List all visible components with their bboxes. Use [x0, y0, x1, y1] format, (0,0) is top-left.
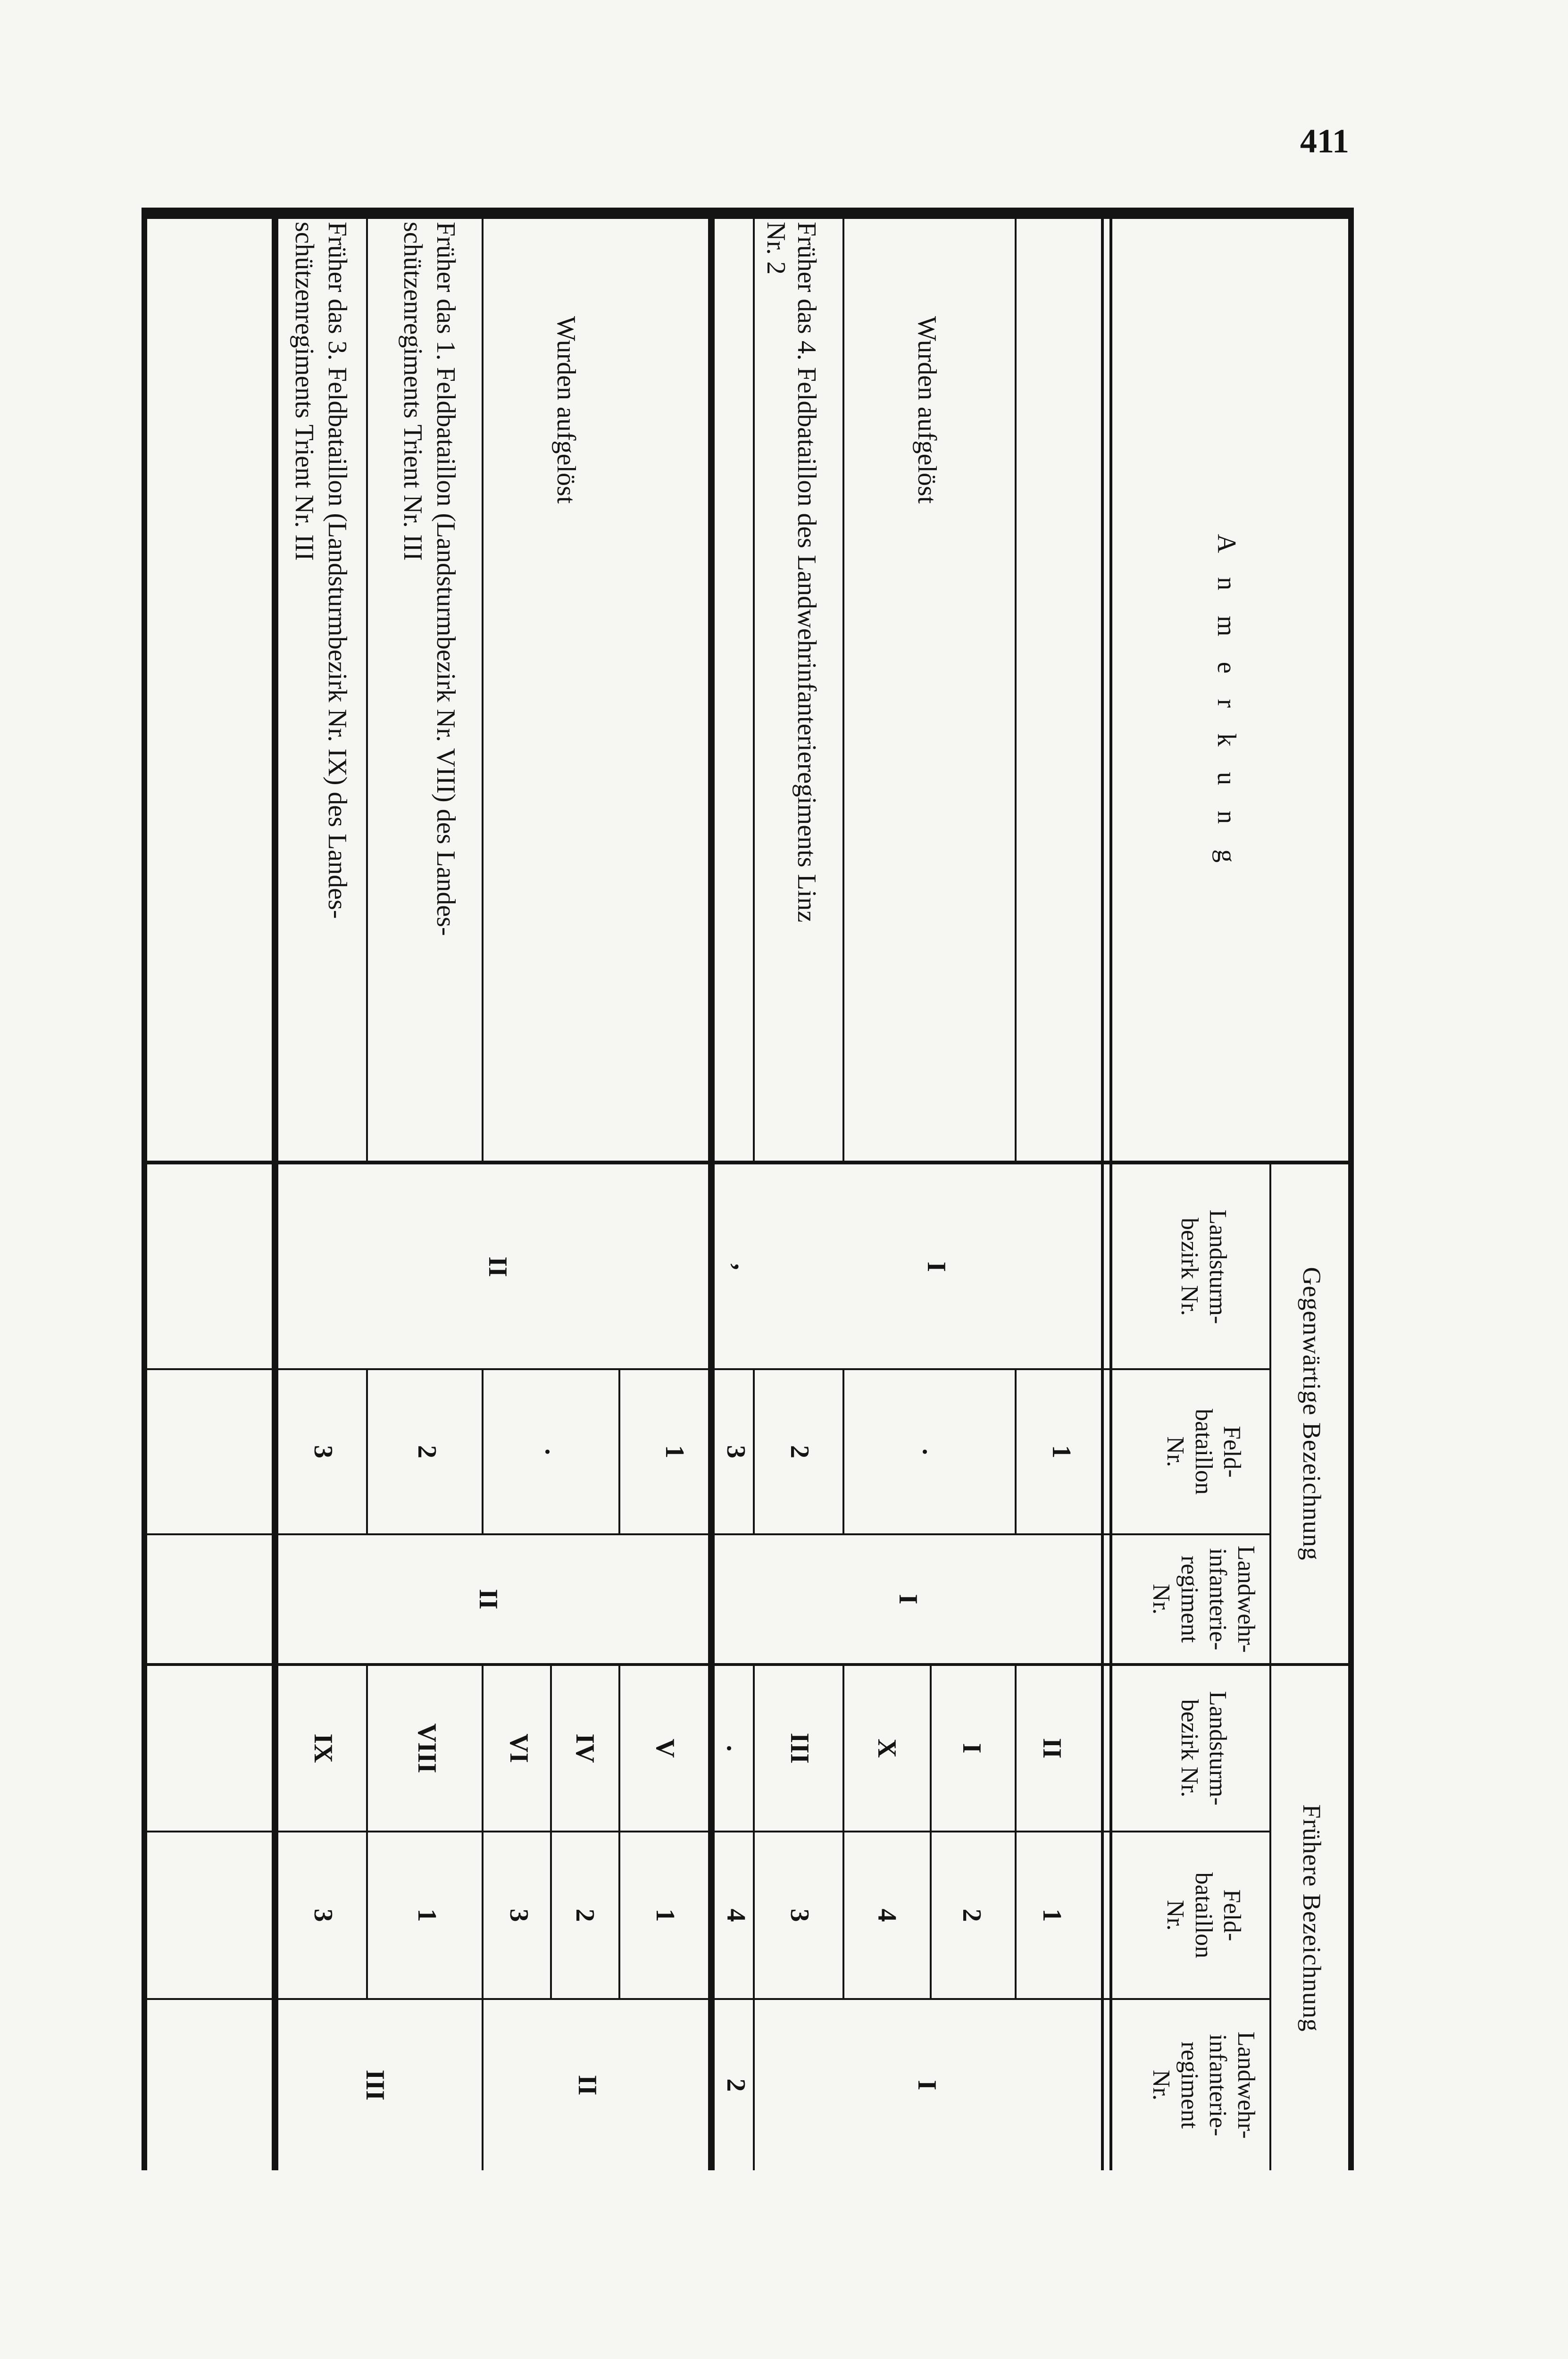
- f-landsturm-1: II: [1037, 1738, 1067, 1759]
- f-feldbataillon-3: 4: [872, 1908, 901, 1922]
- hdr-g-regiment-2: infanterie-: [1204, 1548, 1231, 1650]
- note-row-sep-3: [753, 219, 755, 1161]
- f-feldbataillon-8: 3: [504, 1908, 534, 1922]
- g-landsturm-1: I: [922, 1262, 951, 1272]
- f-row-sep-2: [930, 1666, 932, 1998]
- page-number: 411: [1300, 122, 1349, 160]
- g-feldbataillon-1: 1: [1047, 1445, 1076, 1458]
- f-row-sep-4: [753, 1666, 755, 2170]
- f-landsturm-6: V: [651, 1739, 680, 1758]
- g-feldbataillon-8: 3: [309, 1445, 338, 1458]
- note-trient1-line2: schützenregiments Trient Nr. III: [398, 222, 427, 561]
- f-regiment-3: II: [573, 2075, 602, 2096]
- hdr-f-landsturmbezirk-2: bezirk Nr.: [1176, 1699, 1203, 1798]
- f-feldbataillon-1: 1: [1037, 1908, 1067, 1922]
- g-row-sep-4: [618, 1370, 620, 1533]
- g-feldbataillon-7: 2: [412, 1445, 442, 1458]
- hdr-g-feldbataillon-3: Nr.: [1162, 1436, 1189, 1467]
- hdr-g-regiment-1: Landwehr-: [1233, 1545, 1259, 1653]
- regiment-table: [142, 208, 1354, 2170]
- f-landsturm-8: VI: [504, 1733, 534, 1763]
- hdr-g-feldbataillon-1: Feld-: [1218, 1426, 1245, 1478]
- f-row-sep-7: [482, 1666, 484, 2170]
- group-sep-2: [272, 208, 278, 2170]
- hdr-g-landsturmbezirk-2: bezirk Nr.: [1176, 1218, 1203, 1316]
- hdr-f-regiment-3: regiment: [1176, 2041, 1203, 2129]
- hdr-sep-f2: [142, 1998, 1271, 2000]
- g-row-sep-1: [1015, 1370, 1017, 1533]
- g-row-sep-6: [366, 1370, 368, 1533]
- note-row-sep-5: [366, 219, 368, 1161]
- hdr-g-regiment-3: regiment: [1176, 1556, 1203, 1643]
- hdr-g-regiment-4: Nr.: [1148, 1584, 1175, 1614]
- note-trient3-line1: Früher das 3. Feldbataillon (Landsturmbezirk Nr. IX) des Landes-: [323, 222, 352, 919]
- f-row-sep-3: [842, 1666, 844, 1998]
- rotated-table: [142, 208, 1354, 2170]
- g-row-sep-2: [842, 1370, 844, 1533]
- note-row-sep-1: [1015, 219, 1017, 1161]
- anmerkung-header: A n m e r k u n g: [1212, 534, 1241, 872]
- g-row-sep-5: [482, 1370, 484, 1533]
- hdr-sep-g2: [142, 1533, 1271, 1535]
- g-regiment-2: II: [474, 1589, 503, 1610]
- hdr-f-landsturmbezirk-1: Landsturm-: [1204, 1691, 1231, 1806]
- g-feldbataillon-6: .: [540, 1448, 569, 1455]
- g-regiment-1: I: [893, 1594, 923, 1605]
- hdr-f-feldbataillon-2: bataillon: [1190, 1872, 1217, 1958]
- f-feldbataillon-5: 4: [721, 1908, 751, 1922]
- f-regiment-2: 2: [721, 2078, 751, 2092]
- note-wurden-aufgeloest-2: Wurden aufgelöst: [551, 316, 581, 504]
- header-divider-inner: [1101, 208, 1104, 2170]
- f-landsturm-10: IX: [309, 1733, 338, 1763]
- g-row-sep-3: [753, 1370, 755, 1533]
- f-landsturm-3: X: [872, 1739, 901, 1758]
- group-underline-fruhere: [1269, 1666, 1271, 2170]
- frame-bottom: [142, 208, 147, 2170]
- group-gegenwartige: Gegenwärtige Bezeichnung: [1298, 1267, 1326, 1561]
- f-row-sep-1: [1015, 1666, 1017, 1998]
- g-feldbataillon-4: 3: [721, 1445, 751, 1458]
- note-trient1-line1: Früher das 1. Feldbataillon (Landsturmbezirk Nr. VIII) des Landes-: [431, 222, 460, 936]
- group-underline-gegenwartig: [1269, 1164, 1271, 1663]
- f-row-sep-8: [366, 1666, 368, 1998]
- f-row-sep-6: [550, 1666, 552, 1998]
- frame-left: [142, 208, 1354, 219]
- group-sep-1: [708, 208, 715, 2170]
- block-sep-anmerkung: [142, 1161, 1354, 1164]
- f-feldbataillon-6: 1: [651, 1908, 680, 1922]
- f-row-sep-5: [618, 1666, 620, 1998]
- note-trient3-line2: schützenregiments Trient Nr. III: [290, 222, 319, 561]
- note-linz-line1: Früher das 4. Feldbataillon des Landwehrinfanterieregiments Linz: [792, 222, 821, 923]
- group-fruhere: Frühere Bezeichnung: [1298, 1804, 1326, 2032]
- f-landsturm-9: VIII: [412, 1723, 442, 1773]
- note-row-sep-4: [482, 219, 484, 1161]
- note-wurden-aufgeloest-1: Wurden aufgelöst: [912, 316, 942, 504]
- f-landsturm-7: IV: [570, 1733, 600, 1763]
- f-landsturm-2: I: [957, 1743, 986, 1754]
- f-landsturm-5: .: [721, 1745, 751, 1752]
- g-feldbataillon-2: .: [917, 1448, 946, 1455]
- f-feldbataillon-4: 3: [785, 1908, 814, 1922]
- hdr-g-feldbataillon-2: bataillon: [1190, 1409, 1217, 1495]
- hdr-g-landsturmbezirk-1: Landsturm-: [1204, 1209, 1231, 1324]
- f-feldbataillon-10: 3: [309, 1908, 338, 1922]
- note-linz-line2: Nr. 2: [761, 222, 791, 275]
- f-feldbataillon-2: 2: [957, 1908, 986, 1922]
- g-feldbataillon-3: 2: [785, 1445, 814, 1458]
- g-landsturm-3: II: [483, 1256, 512, 1277]
- header-divider-outer: [1109, 208, 1112, 2170]
- f-feldbataillon-7: 2: [570, 1908, 600, 1922]
- frame-top: [1348, 208, 1354, 2170]
- hdr-f-regiment-1: Landwehr-: [1233, 2031, 1259, 2139]
- hdr-f-feldbataillon-1: Feld-: [1218, 1889, 1245, 1941]
- g-feldbataillon-5: 1: [660, 1445, 689, 1458]
- hdr-f-regiment-4: Nr.: [1148, 2070, 1175, 2100]
- f-regiment-1: I: [912, 2080, 942, 2091]
- f-landsturm-4: III: [785, 1732, 814, 1764]
- hdr-f-feldbataillon-3: Nr.: [1162, 1900, 1189, 1931]
- note-row-sep-2: [842, 219, 844, 1161]
- f-feldbataillon-9: 1: [412, 1908, 442, 1922]
- g-landsturm-2: ,: [728, 1263, 758, 1270]
- f-regiment-4: III: [360, 2069, 390, 2101]
- hdr-f-regiment-2: infanterie-: [1204, 2034, 1231, 2136]
